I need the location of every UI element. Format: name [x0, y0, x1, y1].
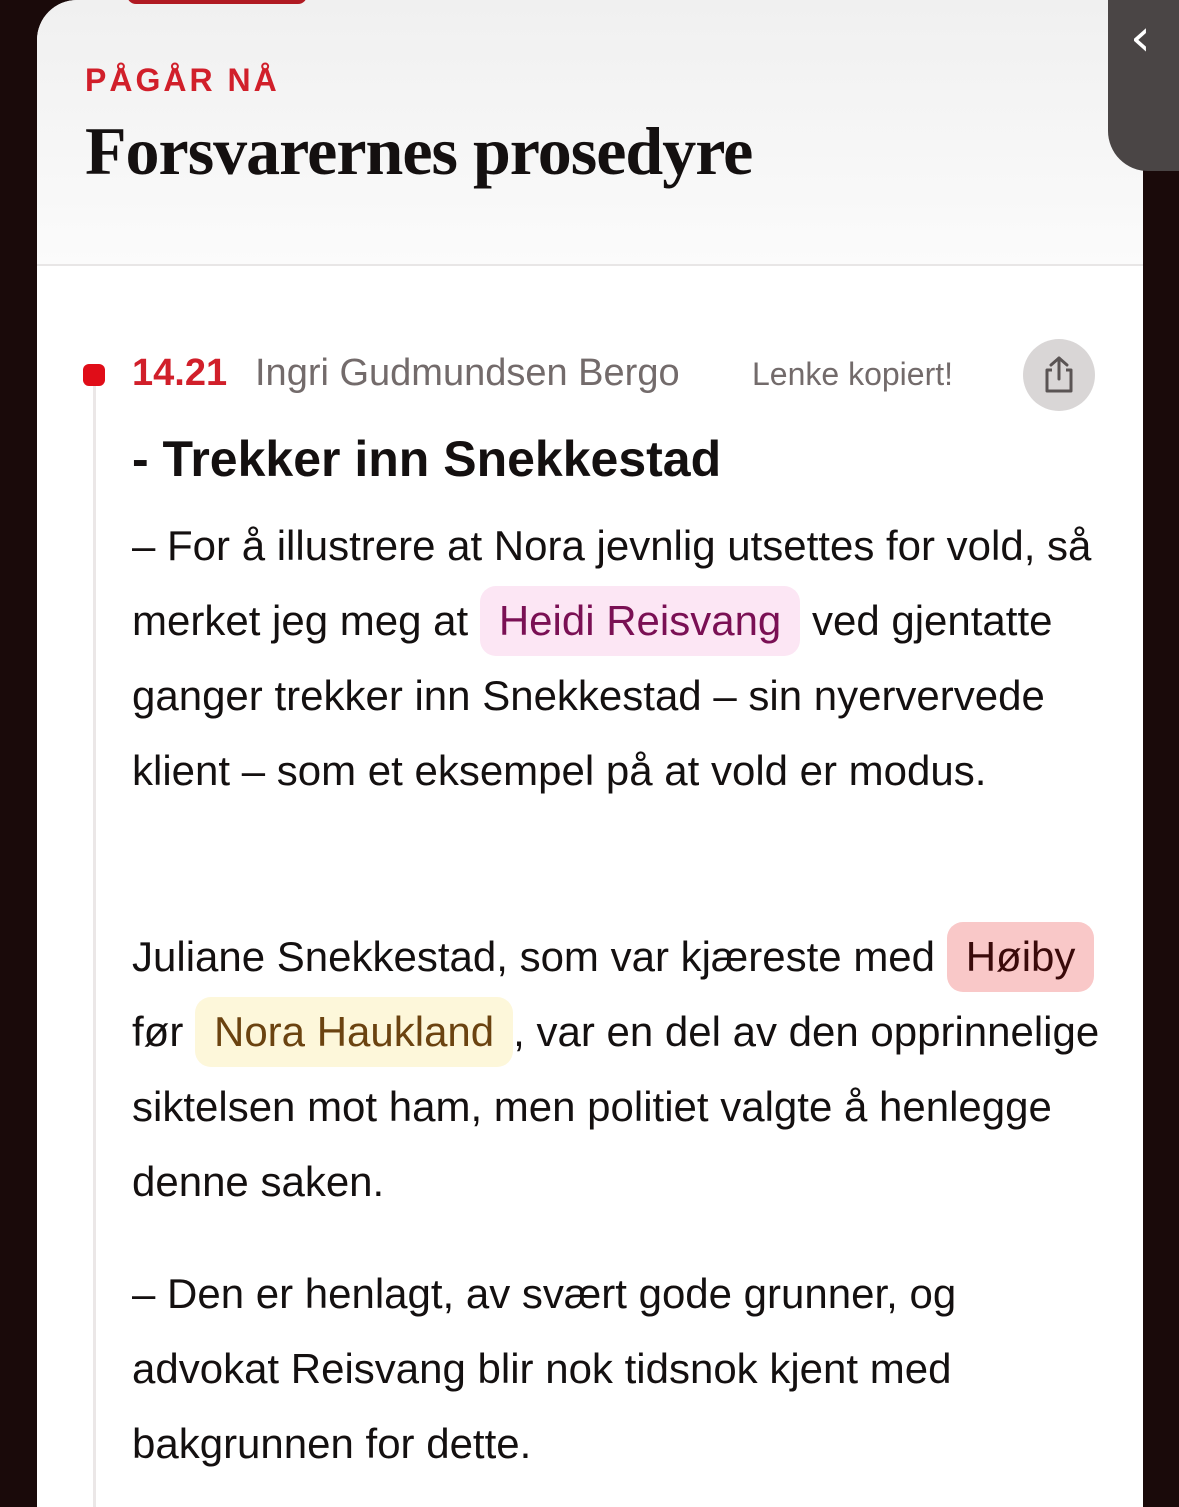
- chevron-left-icon: ‹: [1130, 8, 1151, 68]
- live-label: PÅGÅR NÅ: [85, 62, 280, 98]
- entry-time: 14.21: [132, 352, 228, 394]
- person-tag-nora-haukland[interactable]: Nora Haukland: [195, 997, 513, 1067]
- live-header: [37, 0, 1143, 266]
- entry-author[interactable]: Ingri Gudmundsen Bergo: [255, 352, 680, 394]
- paragraph-text: , var en del av den opprinnelige siktelsen mot ham, men politiet valgte å henlegge denne saken.: [132, 1008, 1100, 1205]
- side-panel-handle[interactable]: [1108, 0, 1179, 171]
- paragraph-text: Juliane Snekkestad, som var kjæreste med: [132, 933, 947, 980]
- share-icon: [1041, 355, 1077, 395]
- live-article-card: [37, 0, 1143, 1507]
- timeline-line: [93, 376, 96, 1507]
- entry-headline: - Trekker inn Snekkestad: [132, 431, 722, 487]
- share-button[interactable]: [1023, 339, 1095, 411]
- entry-paragraph-3: – Den er henlagt, av svært gode grunner, og advokat Reisvang blir nok tidsnok kjent med bakgrunnen for dette.: [132, 1270, 957, 1467]
- entry-paragraph-1: [132, 508, 1102, 808]
- entry-paragraph-2: [132, 919, 1102, 1219]
- link-copied-toast: Lenke kopiert!: [752, 356, 954, 392]
- paragraph-text: ved gjentatte ganger trekker inn Snekkestad – sin nyervervede klient – som et eksempel på at vold er modus.: [132, 597, 1053, 794]
- paragraph-text: – For å illustrere at Nora jevnlig utsettes for vold, så merket jeg meg at: [132, 522, 1092, 644]
- top-accent-bar: [127, 0, 307, 4]
- person-tag-heidi-reisvang[interactable]: Heidi Reisvang: [480, 586, 800, 656]
- person-tag-hoiby[interactable]: Høiby: [947, 922, 1095, 992]
- live-dot-icon: [83, 364, 105, 386]
- page-title: Forsvarernes prosedyre: [85, 113, 753, 189]
- paragraph-text: før: [132, 1008, 195, 1055]
